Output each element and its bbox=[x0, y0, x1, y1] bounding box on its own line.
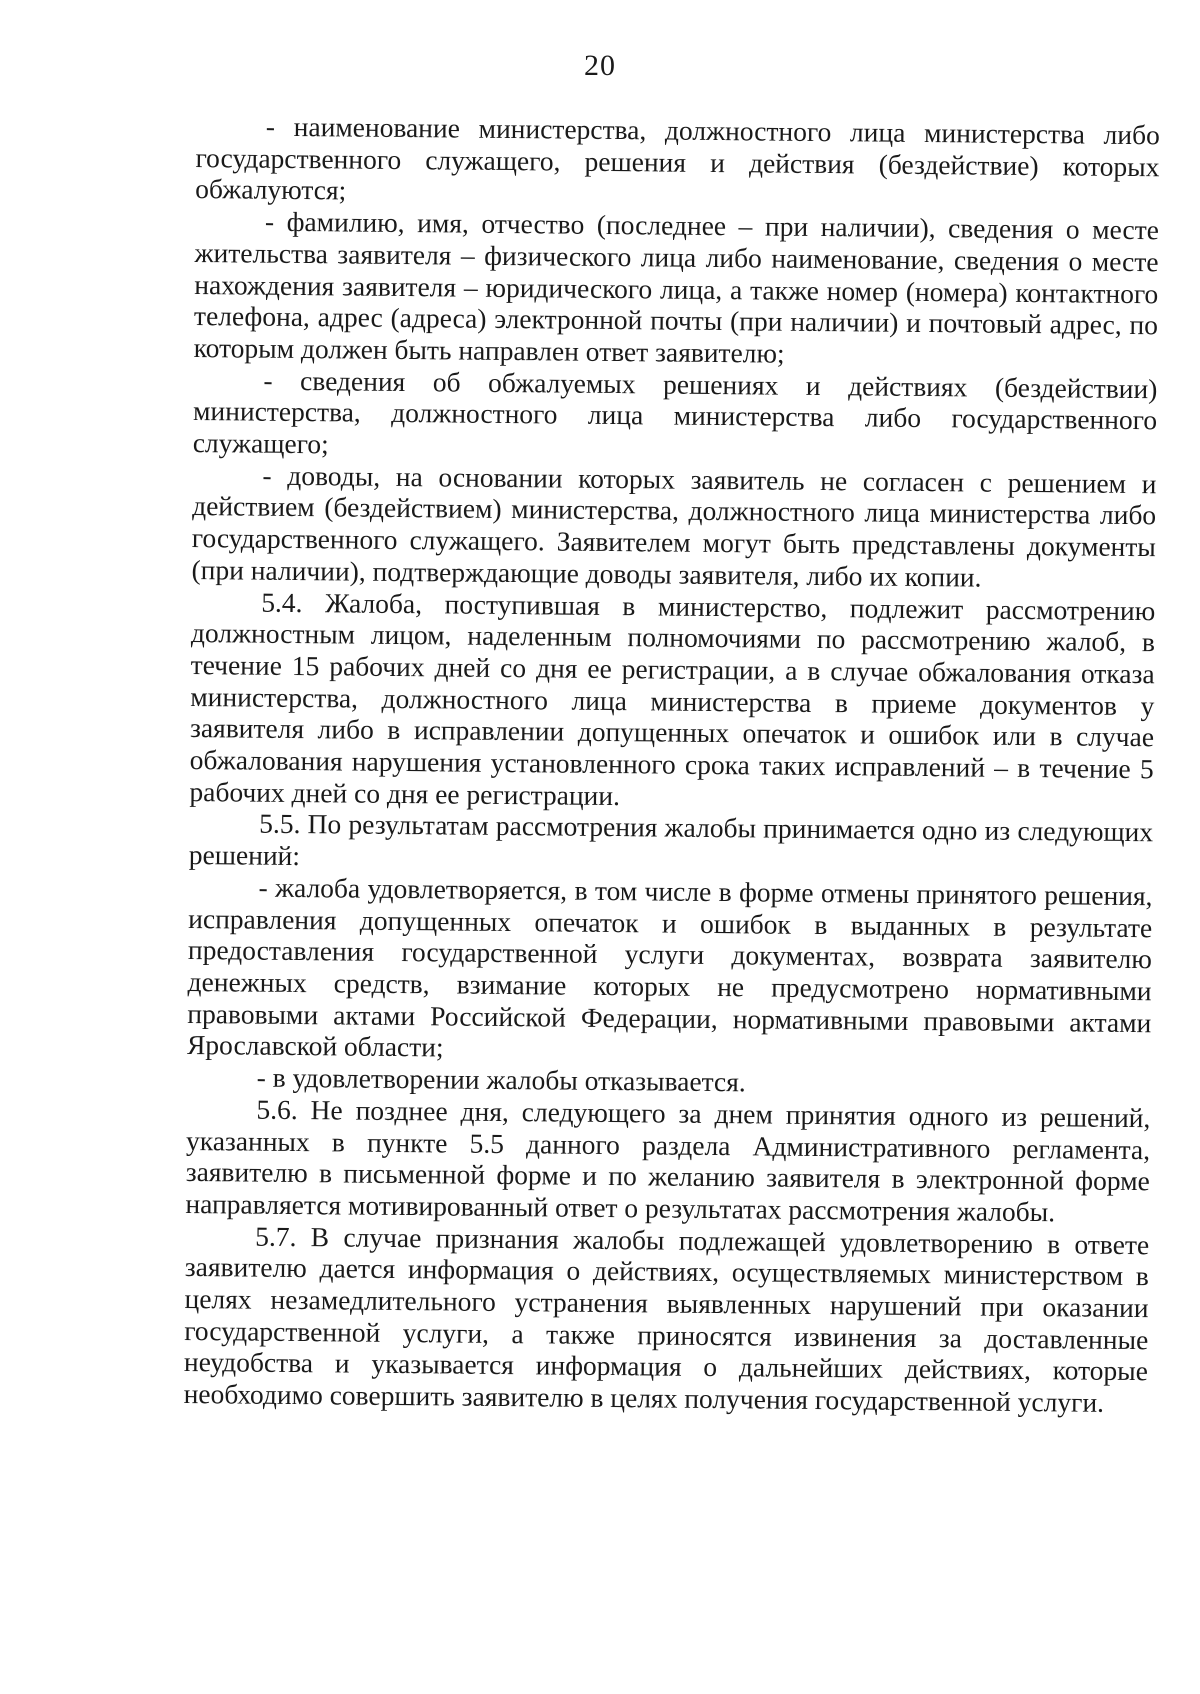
page-number: 20 bbox=[584, 49, 616, 82]
paragraph-complaint-rejected: - в удовлетворении жалобы отказывается. bbox=[256, 1061, 746, 1098]
document-body bbox=[184, 110, 1160, 1419]
paragraph-5-7: 5.7. В случае признания жалобы подлежащей удовлетворению в ответе заявителю дается информация о действиях, осуществляемых министерством в целях незамедлительного устранения выявленных нарушений при оказании государственной услуги, а также приносятся извинения за доставленные неудобства и указывается информация о дальнейших действиях, которые необходимо совершить заявителю в целях получения государственной услуги. bbox=[183, 1220, 1150, 1418]
paragraph-complaint-satisfied: - жалоба удовлетворяется, в том числе в форме отмены принятого решения, исправления допущенных опечаток и ошибок в выданных в результате предоставления государственной услуги документах, возврата заявителю денежных средств, взимание которых не предусмотрено нормативными правовыми актами Российской Федерации, нормативными правовыми актами Ярославской области; bbox=[186, 871, 1153, 1063]
paragraph-5-4: 5.4. Жалоба, поступившая в министерство, подлежит рассмотрению должностным лицом, наделенным полномочиями по рассмотрению жалоб, в течение 15 рабочих дней со дня ее регистрации, а в случае обжалования отказа министерства, должностного лица министерства в приеме документов у заявителя либо в исправлении допущенных опечаток и ошибок или в случае обжалования нарушения установленного срока таких исправлений – в течение 5 рабочих дней со дня ее регистрации. bbox=[189, 586, 1156, 811]
paragraph-complaint-subject: - наименование министерства, должностного лица министерства либо государственного служащего, решения и действия (бездействие) которых обжалуются; bbox=[195, 110, 1160, 206]
paragraph-5-6: 5.6. Не позднее дня, следующего за днем принятия одного из решений, указанных в пункте 5.5 данного раздела Административного регламента, заявителю в письменной форме и по желанию заявителя в электронной форме направляется мотивированный ответ о результатах рассмотрения жалобы. bbox=[185, 1093, 1151, 1228]
paragraph-appealed-decisions: - сведения об обжалуемых решениях и действиях (бездействии) министерства, должностного лица министерства либо государственного служащего; bbox=[192, 364, 1158, 460]
paragraph-5-5: 5.5. По результатам рассмотрения жалобы принимается одно из следующих решений: bbox=[188, 808, 1154, 872]
paragraph-arguments: - доводы, на основании которых заявитель не согласен с решением и действием (бездействием) министерства, должностного лица министерства либо государственного служащего. Заявителем могут быть представлены документы (при наличии), подтверждающие доводы заявителя, либо их копии. bbox=[191, 459, 1157, 593]
paragraph-applicant-details: - фамилию, имя, отчество (последнее – при наличии), сведения о месте жительства заявителя – физического лица либо наименование, сведения о месте нахождения заявителя – юридического лица, а также номер (номера) контактного телефона, адрес (адреса) электронной почты (при наличии) и почтовый адрес, по которым должен быть направлен ответ заявителю; bbox=[193, 205, 1160, 369]
